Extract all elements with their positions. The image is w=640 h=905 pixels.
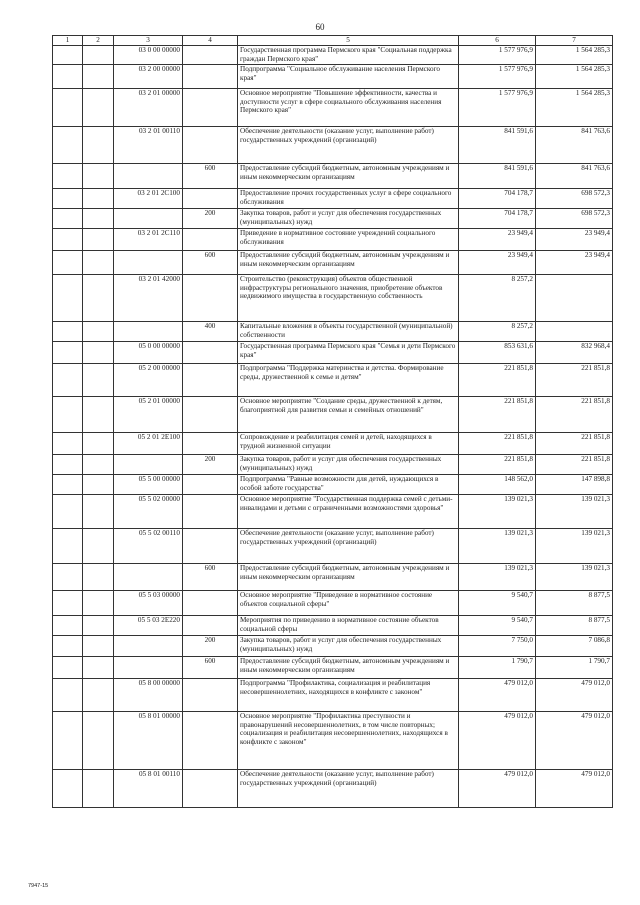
- amount-col6: 853 631,6: [459, 342, 536, 364]
- cell-col1: [53, 342, 83, 364]
- amount-col7: 479 012,0: [536, 770, 613, 808]
- target-code: 03 2 01 2С100: [114, 189, 183, 209]
- cell-col2: [83, 455, 114, 475]
- column-header: 6: [459, 36, 536, 46]
- cell-col2: [83, 712, 114, 770]
- column-header: 5: [238, 36, 459, 46]
- table-row: [53, 433, 613, 455]
- page-number: 60: [315, 22, 325, 32]
- amount-col6: 704 178,7: [459, 209, 536, 229]
- cell-col1: [53, 229, 83, 251]
- target-code: 03 2 00 00000: [114, 65, 183, 89]
- expense-type: [183, 229, 238, 251]
- item-name: Предоставление субсидий бюджетным, автономным учреждениям и иным некоммерческим организациям: [238, 164, 459, 189]
- expense-type: 200: [183, 636, 238, 657]
- amount-col7: 479 012,0: [536, 679, 613, 712]
- cell-col1: [53, 209, 83, 229]
- cell-col1: [53, 564, 83, 591]
- cell-col2: [83, 46, 114, 65]
- cell-col1: [53, 364, 83, 397]
- expense-type: 400: [183, 322, 238, 342]
- target-code: 05 8 01 00000: [114, 712, 183, 770]
- cell-col2: [83, 189, 114, 209]
- item-name: Предоставление субсидий бюджетным, автономным учреждениям и иным некоммерческим организациям: [238, 251, 459, 275]
- target-code: 03 2 01 00000: [114, 89, 183, 127]
- amount-col6: 221 851,8: [459, 364, 536, 397]
- expense-type: [183, 591, 238, 616]
- target-code: 05 2 01 00000: [114, 397, 183, 433]
- amount-col7: 698 572,3: [536, 209, 613, 229]
- table-row: [53, 495, 613, 529]
- amount-col6: 479 012,0: [459, 770, 536, 808]
- amount-col6: 8 257,2: [459, 322, 536, 342]
- column-header: 4: [183, 36, 238, 46]
- cell-col2: [83, 397, 114, 433]
- item-name: Основное мероприятие "Профилактика преступности и правонарушений несовершеннолетних, в том числе повторных; социализация и реабилитация несовершеннолетних, находящихся в конфликте с законом": [238, 712, 459, 770]
- item-name: Закупка товаров, работ и услуг для обеспечения государственных (муниципальных) нужд: [238, 455, 459, 475]
- cell-col1: [53, 591, 83, 616]
- table-row: [53, 209, 613, 229]
- table-row: [53, 616, 613, 636]
- amount-col7: [536, 322, 613, 342]
- expense-type: [183, 475, 238, 495]
- table-row: [53, 770, 613, 808]
- table-row: [53, 397, 613, 433]
- table-row: [53, 89, 613, 127]
- item-name: Обеспечение деятельности (оказание услуг, выполнение работ) государственных учреждений (организаций): [238, 529, 459, 564]
- target-code: 05 8 00 00000: [114, 679, 183, 712]
- item-name: Капитальные вложения в объекты государственной (муниципальной) собственности: [238, 322, 459, 342]
- amount-col7: 23 949,4: [536, 229, 613, 251]
- table-row: [53, 712, 613, 770]
- amount-col6: 148 562,0: [459, 475, 536, 495]
- item-name: Подпрограмма "Равные возможности для детей, нуждающихся в особой заботе государства": [238, 475, 459, 495]
- cell-col2: [83, 616, 114, 636]
- amount-col6: 221 851,8: [459, 455, 536, 475]
- expense-type: [183, 770, 238, 808]
- target-code: 03 2 01 42000: [114, 275, 183, 322]
- expense-type: [183, 679, 238, 712]
- target-code: [114, 455, 183, 475]
- item-name: Предоставление прочих государственных услуг в сфере социального обслуживания: [238, 189, 459, 209]
- cell-col2: [83, 89, 114, 127]
- amount-col6: 479 012,0: [459, 679, 536, 712]
- target-code: 05 5 00 00000: [114, 475, 183, 495]
- item-name: Обеспечение деятельности (оказание услуг, выполнение работ) государственных учреждений (организаций): [238, 770, 459, 808]
- expense-type: [183, 127, 238, 164]
- cell-col1: [53, 89, 83, 127]
- cell-col1: [53, 616, 83, 636]
- amount-col6: 221 851,8: [459, 433, 536, 455]
- amount-col7: 832 968,4: [536, 342, 613, 364]
- amount-col6: 9 540,7: [459, 616, 536, 636]
- target-code: [114, 322, 183, 342]
- target-code: 05 2 00 00000: [114, 364, 183, 397]
- amount-col6: 9 540,7: [459, 591, 536, 616]
- amount-col7: 698 572,3: [536, 189, 613, 209]
- target-code: 05 5 02 00000: [114, 495, 183, 529]
- cell-col2: [83, 433, 114, 455]
- cell-col1: [53, 636, 83, 657]
- expense-type: 200: [183, 209, 238, 229]
- cell-col1: [53, 712, 83, 770]
- item-name: Приведение в нормативное состояние учреждений социального обслуживания: [238, 229, 459, 251]
- expense-type: [183, 89, 238, 127]
- item-name: Подпрограмма "Профилактика, социализация и реабилитация несовершеннолетних, находящихся в конфликте с законом": [238, 679, 459, 712]
- expense-type: [183, 65, 238, 89]
- cell-col2: [83, 591, 114, 616]
- table-row: [53, 229, 613, 251]
- cell-col1: [53, 475, 83, 495]
- table-row: [53, 251, 613, 275]
- cell-col1: [53, 322, 83, 342]
- amount-col7: 221 851,8: [536, 364, 613, 397]
- cell-col2: [83, 770, 114, 808]
- cell-col2: [83, 657, 114, 679]
- item-name: Предоставление субсидий бюджетным, автономным учреждениям и иным некоммерческим организациям: [238, 657, 459, 679]
- expense-type: [183, 189, 238, 209]
- target-code: [114, 209, 183, 229]
- item-name: Обеспечение деятельности (оказание услуг, выполнение работ) государственных учреждений (организаций): [238, 127, 459, 164]
- amount-col7: 841 763,6: [536, 127, 613, 164]
- amount-col6: 221 851,8: [459, 397, 536, 433]
- amount-col7: 139 021,3: [536, 495, 613, 529]
- cell-col1: [53, 770, 83, 808]
- expense-type: 200: [183, 455, 238, 475]
- table-row: [53, 65, 613, 89]
- target-code: [114, 164, 183, 189]
- amount-col6: 7 750,0: [459, 636, 536, 657]
- target-code: 03 0 00 00000: [114, 46, 183, 65]
- table-row: [53, 657, 613, 679]
- expense-type: [183, 397, 238, 433]
- table-row: [53, 189, 613, 209]
- expense-type: 600: [183, 251, 238, 275]
- table-row: [53, 164, 613, 189]
- cell-col2: [83, 529, 114, 564]
- expense-type: [183, 342, 238, 364]
- amount-col7: 1 790,7: [536, 657, 613, 679]
- expense-type: [183, 46, 238, 65]
- item-name: Основное мероприятие "Приведение в нормативное состояние объектов социальной сферы": [238, 591, 459, 616]
- amount-col7: 479 012,0: [536, 712, 613, 770]
- amount-col6: 1 577 976,9: [459, 89, 536, 127]
- target-code: 05 8 01 00110: [114, 770, 183, 808]
- table-row: [53, 342, 613, 364]
- cell-col1: [53, 433, 83, 455]
- expense-type: 600: [183, 564, 238, 591]
- cell-col2: [83, 251, 114, 275]
- table-row: [53, 46, 613, 65]
- target-code: 05 5 03 2Е220: [114, 616, 183, 636]
- amount-col6: 1 790,7: [459, 657, 536, 679]
- expense-type: [183, 616, 238, 636]
- item-name: Государственная программа Пермского края "Семья и дети Пермского края": [238, 342, 459, 364]
- table-row: [53, 275, 613, 322]
- amount-col7: 139 021,3: [536, 529, 613, 564]
- cell-col2: [83, 127, 114, 164]
- cell-col2: [83, 564, 114, 591]
- amount-col6: 479 012,0: [459, 712, 536, 770]
- target-code: 05 5 02 00110: [114, 529, 183, 564]
- target-code: [114, 251, 183, 275]
- table-row: [53, 679, 613, 712]
- cell-col2: [83, 322, 114, 342]
- target-code: 05 0 00 00000: [114, 342, 183, 364]
- header-row: [53, 36, 613, 46]
- amount-col7: 1 564 285,3: [536, 89, 613, 127]
- cell-col1: [53, 397, 83, 433]
- amount-col6: 139 021,3: [459, 564, 536, 591]
- expense-type: [183, 433, 238, 455]
- target-code: 05 5 03 00000: [114, 591, 183, 616]
- budget-table: [52, 35, 613, 808]
- cell-col1: [53, 127, 83, 164]
- amount-col7: 841 763,6: [536, 164, 613, 189]
- target-code: [114, 657, 183, 679]
- amount-col7: 7 086,8: [536, 636, 613, 657]
- item-name: Предоставление субсидий бюджетным, автономным учреждениям и иным некоммерческим организациям: [238, 564, 459, 591]
- cell-col1: [53, 529, 83, 564]
- cell-col2: [83, 164, 114, 189]
- cell-col2: [83, 679, 114, 712]
- expense-type: 600: [183, 164, 238, 189]
- amount-col6: 139 021,3: [459, 529, 536, 564]
- cell-col2: [83, 636, 114, 657]
- cell-col2: [83, 209, 114, 229]
- cell-col2: [83, 65, 114, 89]
- amount-col6: 23 949,4: [459, 251, 536, 275]
- cell-col1: [53, 251, 83, 275]
- target-code: 03 2 01 2С110: [114, 229, 183, 251]
- item-name: Строительство (реконструкция) объектов общественной инфраструктуры регионального значения, приобретение объектов недвижимого имущества в государственную собственность: [238, 275, 459, 322]
- expense-type: [183, 495, 238, 529]
- amount-col6: 704 178,7: [459, 189, 536, 209]
- amount-col7: 23 949,4: [536, 251, 613, 275]
- amount-col7: 221 851,8: [536, 433, 613, 455]
- amount-col6: 23 949,4: [459, 229, 536, 251]
- item-name: Мероприятия по приведению в нормативное состояние объектов социальной сферы: [238, 616, 459, 636]
- item-name: Закупка товаров, работ и услуг для обеспечения государственных (муниципальных) нужд: [238, 209, 459, 229]
- target-code: [114, 564, 183, 591]
- expense-type: [183, 529, 238, 564]
- table-row: [53, 322, 613, 342]
- table-row: [53, 591, 613, 616]
- amount-col7: 147 898,8: [536, 475, 613, 495]
- column-header: 7: [536, 36, 613, 46]
- expense-type: [183, 712, 238, 770]
- cell-col2: [83, 275, 114, 322]
- amount-col6: 1 577 976,9: [459, 46, 536, 65]
- cell-col1: [53, 657, 83, 679]
- amount-col7: 221 851,8: [536, 397, 613, 433]
- cell-col1: [53, 455, 83, 475]
- cell-col2: [83, 364, 114, 397]
- cell-col2: [83, 342, 114, 364]
- amount-col7: 8 877,5: [536, 616, 613, 636]
- column-header: 1: [53, 36, 83, 46]
- table-row: [53, 127, 613, 164]
- amount-col6: 841 591,6: [459, 127, 536, 164]
- item-name: Государственная программа Пермского края "Социальная поддержка граждан Пермского края": [238, 46, 459, 65]
- cell-col1: [53, 46, 83, 65]
- table-row: [53, 564, 613, 591]
- table-row: [53, 455, 613, 475]
- document-id: 7947-15: [28, 883, 49, 889]
- amount-col6: 139 021,3: [459, 495, 536, 529]
- expense-type: 600: [183, 657, 238, 679]
- item-name: Подпрограмма "Поддержка материнства и детства. Формирование среды, дружественной к семье и детям": [238, 364, 459, 397]
- cell-col1: [53, 495, 83, 529]
- amount-col6: 8 257,2: [459, 275, 536, 322]
- expense-type: [183, 364, 238, 397]
- amount-col6: 841 591,6: [459, 164, 536, 189]
- item-name: Основное мероприятие "Создание среды, дружественной к детям, благоприятной для развития семьи и семейных отношений": [238, 397, 459, 433]
- item-name: Основное мероприятие "Государственная поддержка семей с детьми-инвалидами и детьми с ограниченными возможностями здоровья": [238, 495, 459, 529]
- cell-col2: [83, 475, 114, 495]
- amount-col7: 139 021,3: [536, 564, 613, 591]
- column-header: 3: [114, 36, 183, 46]
- item-name: Основное мероприятие "Повышение эффективности, качества и доступности услуг в сфере социального обслуживания населения Пермского края": [238, 89, 459, 127]
- cell-col2: [83, 229, 114, 251]
- table-row: [53, 636, 613, 657]
- item-name: Подпрограмма "Социальное обслуживание населения Пермского края": [238, 65, 459, 89]
- cell-col1: [53, 275, 83, 322]
- amount-col6: 1 577 976,9: [459, 65, 536, 89]
- expense-type: [183, 275, 238, 322]
- amount-col7: 221 851,8: [536, 455, 613, 475]
- target-code: [114, 636, 183, 657]
- cell-col2: [83, 495, 114, 529]
- amount-col7: 1 564 285,3: [536, 46, 613, 65]
- table-row: [53, 529, 613, 564]
- table-row: [53, 364, 613, 397]
- amount-col7: 1 564 285,3: [536, 65, 613, 89]
- column-header: 2: [83, 36, 114, 46]
- target-code: 03 2 01 00110: [114, 127, 183, 164]
- cell-col1: [53, 65, 83, 89]
- amount-col7: 8 877,5: [536, 591, 613, 616]
- table-row: [53, 475, 613, 495]
- target-code: 05 2 01 2Е100: [114, 433, 183, 455]
- cell-col1: [53, 679, 83, 712]
- cell-col1: [53, 189, 83, 209]
- item-name: Сопровождение и реабилитация семей и детей, находящихся в трудной жизненной ситуации: [238, 433, 459, 455]
- item-name: Закупка товаров, работ и услуг для обеспечения государственных (муниципальных) нужд: [238, 636, 459, 657]
- amount-col7: [536, 275, 613, 322]
- cell-col1: [53, 164, 83, 189]
